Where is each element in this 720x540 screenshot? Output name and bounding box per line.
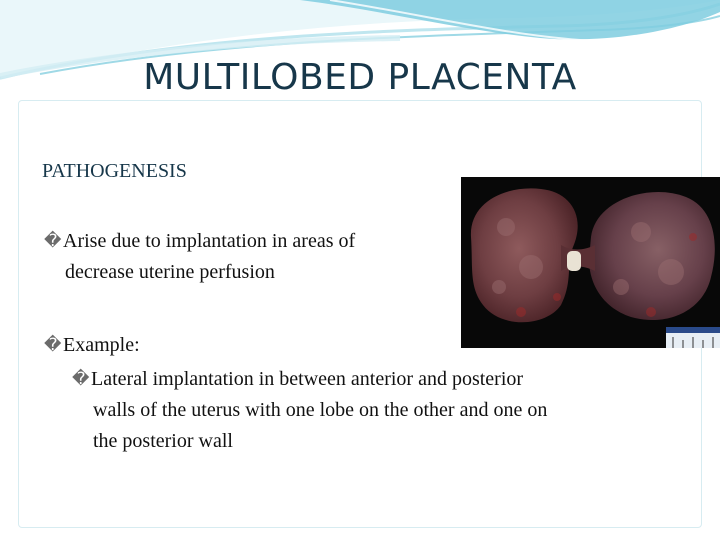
placenta-photo: [461, 177, 720, 348]
bullet-text-line: decrease uterine perfusion: [65, 261, 275, 283]
bullet-symbol: �: [44, 231, 62, 251]
bullet-text: Example:: [63, 334, 140, 356]
bullet-symbol: �: [44, 335, 62, 355]
sub-bullet-text-line: Lateral implantation in between anterior and posterior: [91, 368, 524, 390]
section-heading: PATHOGENESIS: [42, 160, 187, 182]
bullet-item: [44, 226, 464, 288]
bullet-symbol: �: [72, 369, 90, 389]
bilobed-placenta-illustration: [461, 177, 720, 348]
sub-bullet-text-line: walls of the uterus with one lobe on the other and one on: [93, 399, 548, 421]
sub-bullet-text-line: the posterior wall: [93, 430, 233, 452]
sub-bullet-item: [72, 364, 712, 457]
bullet-item: [44, 330, 140, 361]
bullet-text-line: Arise due to implantation in areas of: [63, 230, 356, 252]
slide-title: MULTILOBED PLACENTA: [143, 57, 577, 98]
